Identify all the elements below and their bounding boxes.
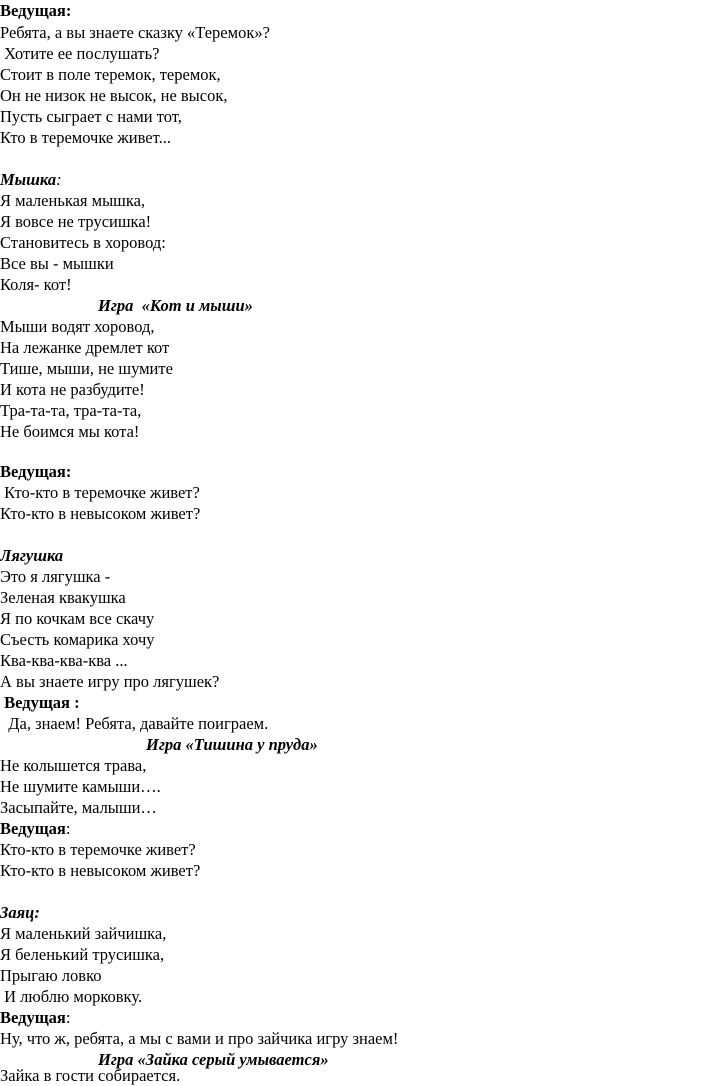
text-line: Не колышется трава, [0,756,147,775]
speaker-label: Ведущая [0,819,66,838]
text-line: Кто-кто в теремочке живет? [0,483,200,502]
text-line: Пусть сыграет с нами тот, [0,107,182,126]
text-line: Ребята, а вы знаете сказку «Теремок»? [0,23,270,42]
text-line: Все вы - мышки [0,254,114,273]
text-line: Засыпайте, малыши… [0,798,157,817]
speaker-label: Заяц: [0,903,40,922]
text-line: Я беленький трусишка, [0,945,165,964]
text-line: Я маленькая мышка, [0,191,146,210]
text-line: И кота не разбудите! [0,380,145,399]
text-line: Становитесь в хоровод: [0,233,166,252]
speaker-label: Мышка [0,170,57,189]
text-line: Хотите ее послушать? [0,44,160,63]
text-line: Не боимся мы кота! [0,422,140,441]
text-line: На лежанке дремлет кот [0,338,170,357]
speaker-colon: : [65,819,71,838]
speaker-line [0,819,70,839]
text-line: Это я лягушка - [0,567,111,586]
text-line: Я маленький зайчишка, [0,924,167,943]
text-line: Кто-кто в теремочке живет? [0,840,196,859]
text-line: Да, знаем! Ребята, давайте поиграем. [0,714,269,733]
text-line: Кто-кто в невысоком живет? [0,504,201,523]
speaker-line [0,1008,70,1028]
text-line: Прыгаю ловко [0,966,102,985]
speaker-colon: : [65,1008,71,1027]
text-line: Кто в теремочке живет... [0,128,171,147]
text-line: Коля- кот! [0,275,72,294]
text-line: Стоит в поле теремок, теремок, [0,65,221,84]
text-line: Ква-ква-ква-ква ... [0,651,128,670]
text-line: Я по кочкам все скачу [0,609,155,628]
text-line: Зайка в гости собирается. [0,1066,181,1085]
game-title: Игра «Зайка серый умывается» [98,1050,329,1069]
speaker-line [0,170,62,190]
speaker-label: Ведущая : [0,693,80,712]
speaker-label: Ведущая: [0,1,72,20]
text-line: И люблю морковку. [0,987,143,1006]
speaker-label: Ведущая [0,1008,66,1027]
game-title: Игра «Тишина у пруда» [146,735,318,754]
text-line: Мыши водят хоровод, [0,317,155,336]
speaker-label: Лягушка [0,546,64,565]
text-line: Тра-та-та, тра-та-та, [0,401,142,420]
text-line: Не шумите камыши…. [0,777,161,796]
text-line: Съесть комарика хочу [0,630,155,649]
speaker-label: Ведущая: [0,462,72,481]
game-title: Игра «Кот и мыши» [98,296,253,315]
text-line: Зеленая квакушка [0,588,126,607]
text-line: Ну, что ж, ребята, а мы с вами и про зайчика игру знаем! [0,1029,399,1048]
text-line: Я вовсе не трусишка! [0,212,152,231]
text-line: Он не низок не высок, не высок, [0,86,228,105]
text-line: Тише, мыши, не шумите [0,359,173,378]
text-line: А вы знаете игру про лягушек? [0,672,220,691]
text-line: Кто-кто в невысоком живет? [0,861,201,880]
speaker-colon: : [56,170,62,189]
